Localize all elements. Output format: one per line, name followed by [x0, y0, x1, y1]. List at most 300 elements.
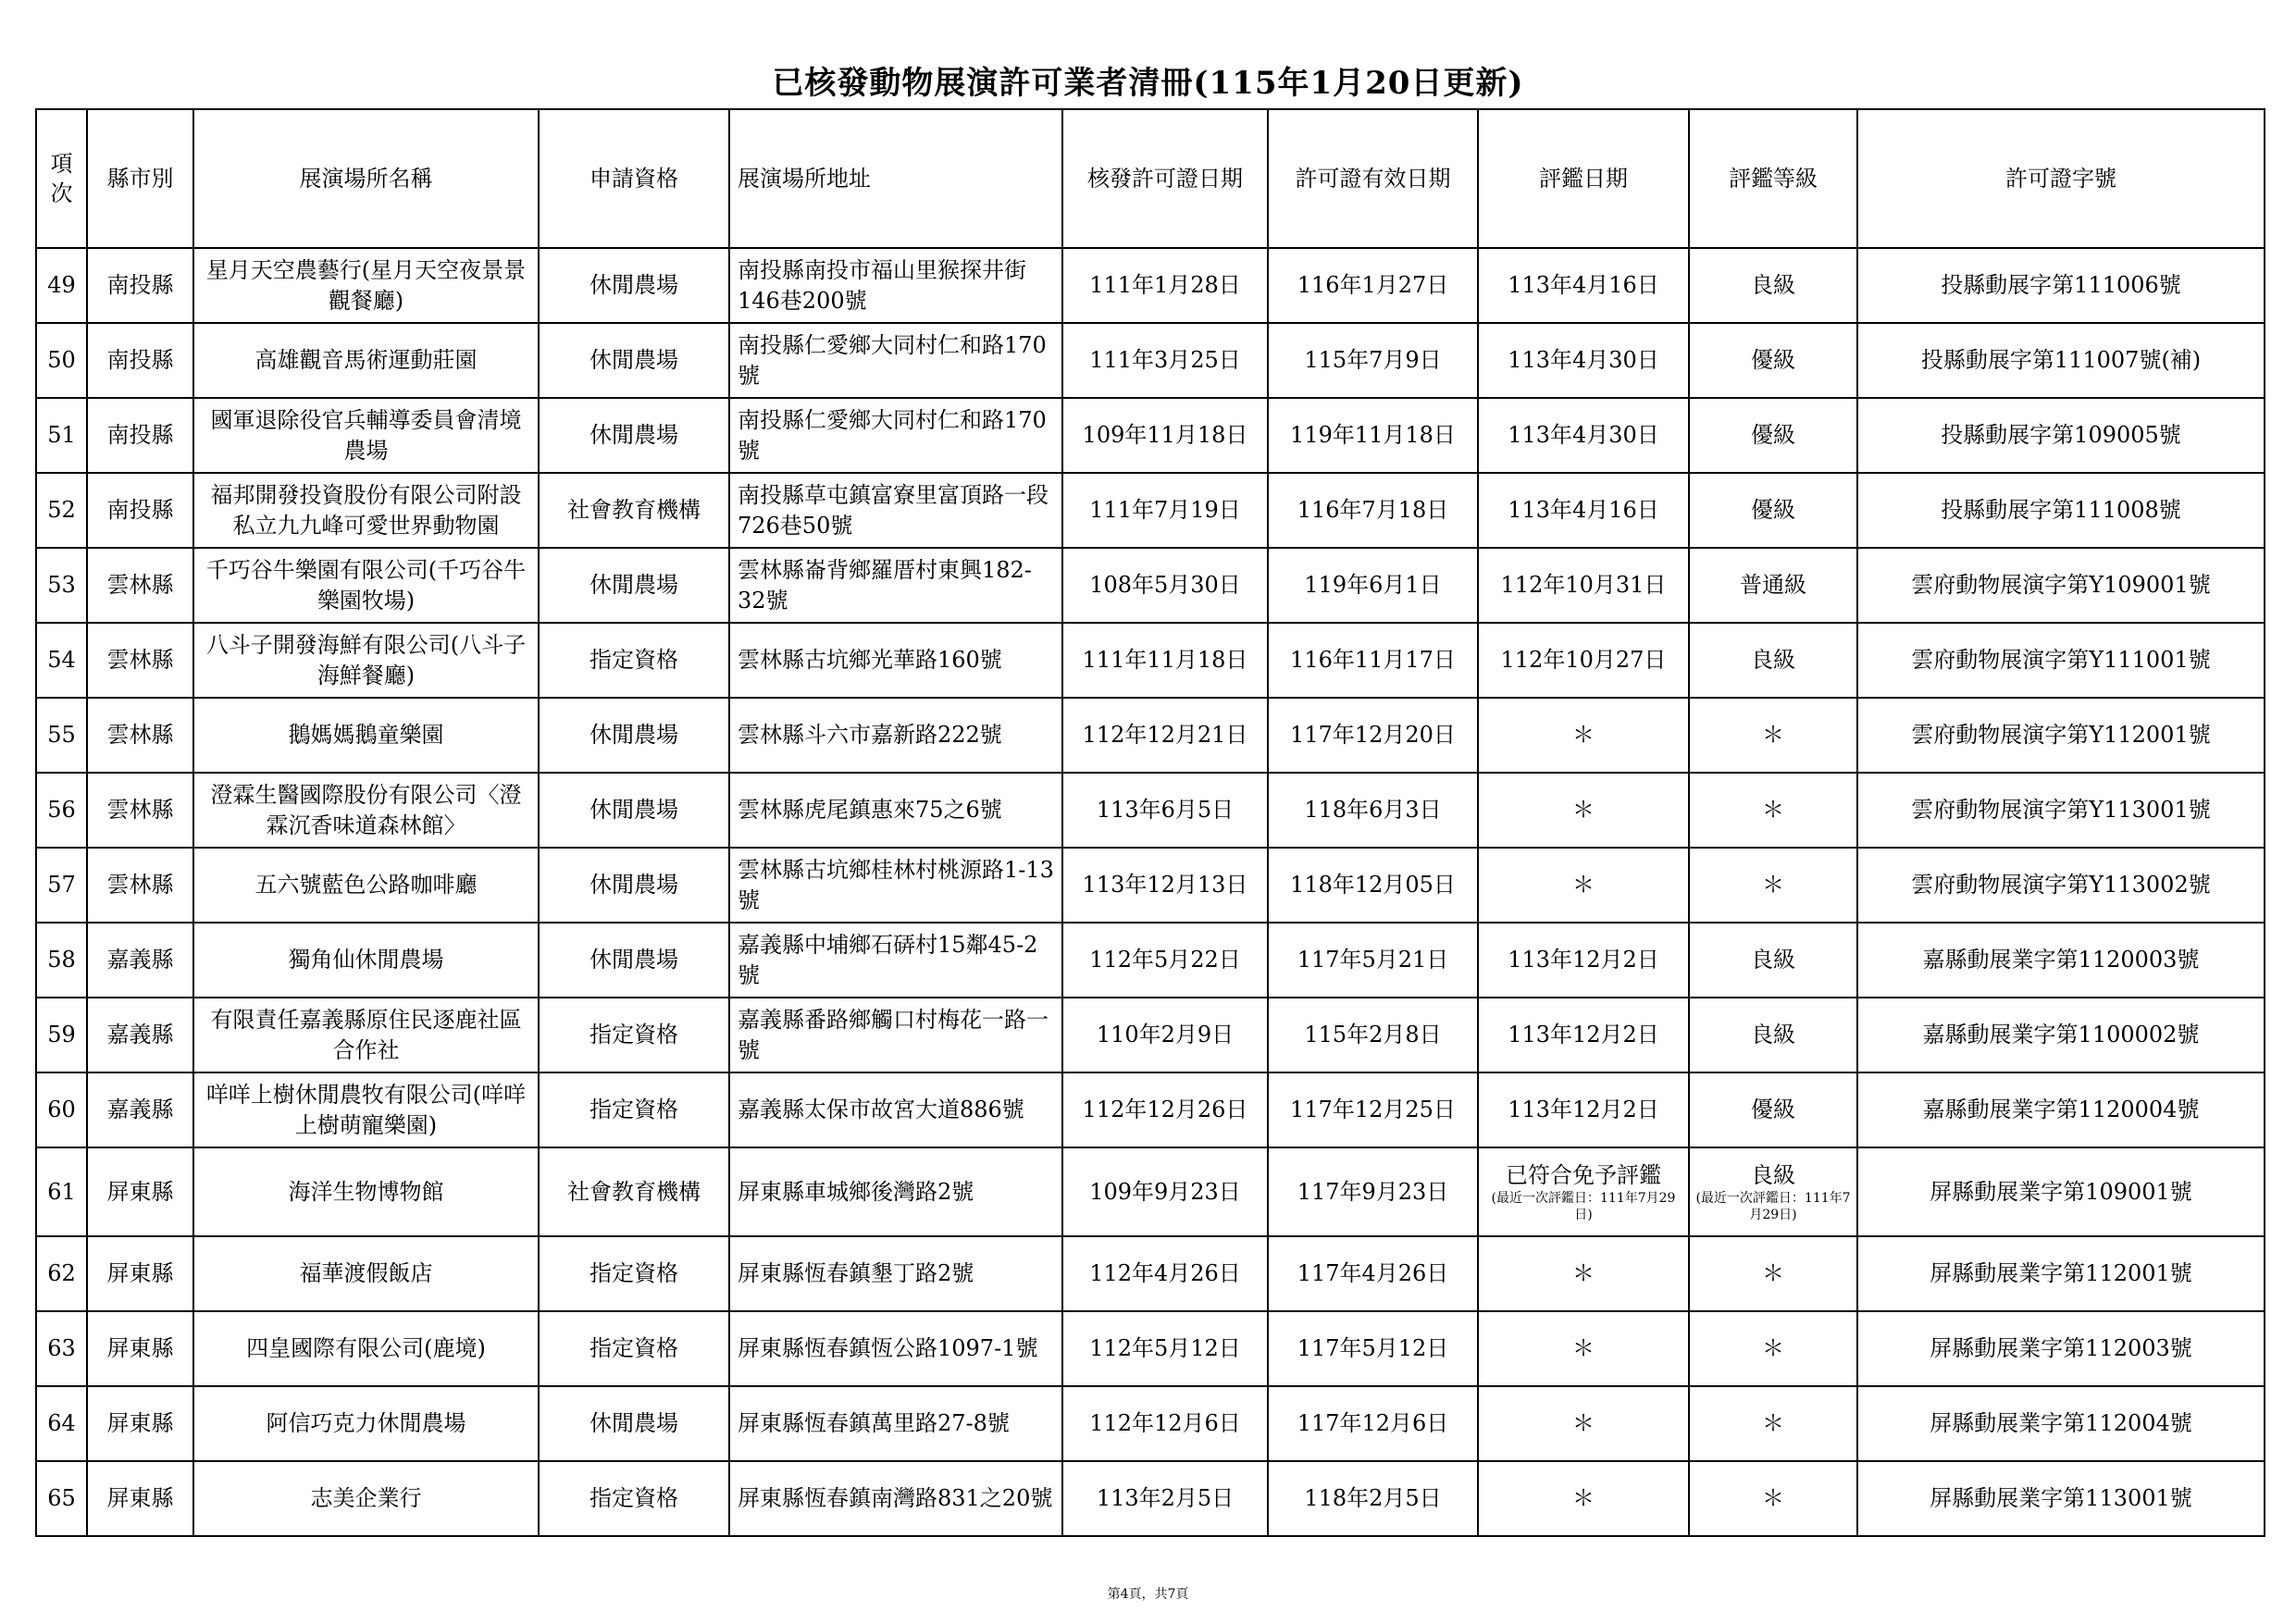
cell-no	[36, 1311, 87, 1386]
cell-permit-no-text: 雲府動物展演字第Y113001號	[1911, 797, 2211, 824]
cell-address	[729, 1236, 1062, 1311]
cell-eval-grade	[1689, 998, 1857, 1072]
cell-no	[36, 248, 87, 323]
cell-permit-no-text: 投縣動展字第109005號	[1941, 422, 2181, 449]
cell-county	[87, 323, 193, 398]
cell-qualification	[539, 1461, 729, 1536]
cell-county	[87, 998, 193, 1072]
cell-no-text: 52	[47, 497, 76, 524]
cell-no	[36, 548, 87, 623]
cell-address-text: 屏東縣恆春鎮恆公路1097-1號	[738, 1335, 1038, 1362]
cell-valid-date-text: 117年12月20日	[1290, 722, 1456, 749]
cell-eval-date	[1478, 1147, 1689, 1236]
cell-qualification-text: 休閒農場	[590, 572, 678, 599]
col-header-county: 縣市別	[87, 109, 193, 248]
cell-venue-name	[193, 1461, 539, 1536]
cell-permit-no	[1857, 1236, 2265, 1311]
cell-issue-date-text: 112年5月12日	[1089, 1335, 1241, 1362]
cell-valid-date-text: 118年12月05日	[1290, 872, 1456, 899]
cell-address-text: 雲林縣崙背鄉羅厝村東興182-32號	[738, 557, 1032, 614]
cell-venue-name	[193, 923, 539, 998]
cell-permit-no	[1857, 773, 2265, 848]
cell-eval-date	[1478, 623, 1689, 698]
cell-eval-grade	[1689, 773, 1857, 848]
cell-valid-date-text: 117年12月6日	[1297, 1410, 1449, 1437]
cell-address	[729, 1072, 1062, 1147]
col-header-valid-date: 許可證有效日期	[1268, 109, 1478, 248]
cell-qualification	[539, 398, 729, 473]
cell-no-text: 50	[47, 347, 76, 374]
cell-eval-grade	[1689, 248, 1857, 323]
col-header-issue-date: 核發許可證日期	[1062, 109, 1268, 248]
cell-permit-no	[1857, 1461, 2265, 1536]
cell-eval-date	[1478, 1461, 1689, 1536]
cell-county	[87, 1147, 193, 1236]
cell-permit-no	[1857, 698, 2265, 773]
cell-county	[87, 698, 193, 773]
cell-no-text: 49	[47, 272, 76, 299]
table-row	[36, 998, 2265, 1072]
cell-issue-date	[1062, 1311, 1268, 1386]
cell-qualification	[539, 773, 729, 848]
cell-venue-name-text: 澄霖生醫國際股份有限公司〈澄霖沉香味道森林館〉	[210, 782, 522, 838]
cell-issue-date	[1062, 848, 1268, 923]
cell-address-text: 嘉義縣中埔鄉石硦村15鄰45-2號	[738, 932, 1038, 988]
cell-qualification-text: 休閒農場	[590, 422, 678, 449]
cell-eval-date	[1478, 848, 1689, 923]
cell-county-text: 屏東縣	[106, 1410, 174, 1437]
cell-valid-date-text: 116年11月17日	[1290, 647, 1456, 674]
cell-permit-no	[1857, 848, 2265, 923]
cell-eval-date-text: ＊	[1572, 797, 1595, 824]
cell-venue-name-text: 八斗子開發海鮮有限公司(八斗子海鮮餐廳)	[205, 632, 527, 688]
cell-eval-grade	[1689, 1311, 1857, 1386]
cell-county	[87, 473, 193, 548]
cell-permit-no	[1857, 1311, 2265, 1386]
cell-address	[729, 248, 1062, 323]
cell-no	[36, 1072, 87, 1147]
cell-valid-date-text: 115年2月8日	[1304, 1022, 1442, 1048]
cell-no-text: 56	[47, 797, 76, 824]
cell-address	[729, 473, 1062, 548]
cell-venue-name-text: 鵝媽媽鵝童樂園	[288, 722, 444, 749]
cell-eval-date	[1478, 248, 1689, 323]
cell-venue-name-text: 獨角仙休閒農場	[288, 947, 444, 973]
cell-permit-no	[1857, 473, 2265, 548]
cell-issue-date	[1062, 1147, 1268, 1236]
cell-permit-no-text: 雲府動物展演字第Y113002號	[1911, 872, 2211, 899]
cell-county-text: 屏東縣	[106, 1335, 174, 1362]
cell-venue-name-text: 福邦開發投資股份有限公司附設私立九九峰可愛世界動物園	[210, 482, 522, 539]
cell-county-text: 雲林縣	[106, 572, 174, 599]
cell-county	[87, 773, 193, 848]
cell-venue-name	[193, 1072, 539, 1147]
cell-venue-name	[193, 548, 539, 623]
cell-issue-date-text: 112年12月26日	[1082, 1097, 1248, 1123]
cell-permit-no	[1857, 1072, 2265, 1147]
cell-eval-grade-text: 普通級	[1740, 572, 1806, 599]
col-header-no: 項次	[36, 109, 87, 248]
cell-valid-date	[1268, 248, 1478, 323]
cell-eval-grade-text: 優級	[1751, 422, 1795, 449]
cell-eval-date	[1478, 923, 1689, 998]
cell-venue-name-text: 高雄觀音馬術運動莊園	[254, 347, 478, 374]
cell-issue-date	[1062, 1072, 1268, 1147]
cell-no-text: 64	[47, 1410, 76, 1437]
cell-address-text: 雲林縣古坑鄉光華路160號	[738, 647, 1002, 674]
table-row	[36, 248, 2265, 323]
cell-qualification	[539, 923, 729, 998]
table-row	[36, 1461, 2265, 1536]
cell-qualification-text: 休閒農場	[590, 347, 678, 374]
cell-issue-date-text: 113年6月5日	[1096, 797, 1235, 824]
cell-county	[87, 1072, 193, 1147]
cell-venue-name-text: 千巧谷牛樂園有限公司(千巧谷牛樂園牧場)	[205, 557, 527, 614]
cell-no	[36, 623, 87, 698]
table-row	[36, 473, 2265, 548]
cell-county	[87, 1311, 193, 1386]
cell-no	[36, 923, 87, 998]
cell-eval-date-text: ＊	[1572, 872, 1595, 899]
cell-county	[87, 923, 193, 998]
cell-qualification-text: 社會教育機構	[567, 497, 701, 524]
cell-qualification-text: 休閒農場	[590, 872, 678, 899]
cell-valid-date	[1268, 473, 1478, 548]
cell-no-text: 54	[47, 647, 76, 674]
cell-issue-date	[1062, 1236, 1268, 1311]
table-row	[36, 548, 2265, 623]
cell-address	[729, 1311, 1062, 1386]
cell-county	[87, 548, 193, 623]
cell-county-text: 屏東縣	[106, 1260, 174, 1287]
cell-county	[87, 398, 193, 473]
cell-no-text: 58	[47, 947, 76, 973]
cell-eval-grade-text: 良級	[1751, 647, 1795, 674]
cell-valid-date-text: 119年6月1日	[1304, 572, 1442, 599]
document-title: 已核發動物展演許可業者清冊(115年1月20日更新)	[772, 65, 1524, 102]
cell-valid-date	[1268, 1147, 1478, 1236]
cell-eval-grade	[1689, 1147, 1857, 1236]
cell-valid-date-text: 117年9月23日	[1297, 1178, 1449, 1205]
col-header-permit-no: 許可證字號	[1857, 109, 2265, 248]
table-row	[36, 848, 2265, 923]
table-row	[36, 1072, 2265, 1147]
table-row	[36, 1311, 2265, 1386]
cell-venue-name	[193, 848, 539, 923]
cell-address	[729, 398, 1062, 473]
permit-table	[35, 108, 2265, 1537]
col-header-eval-date: 評鑑日期	[1478, 109, 1689, 248]
cell-address-text: 嘉義縣番路鄉觸口村梅花一路一號	[738, 1007, 1049, 1063]
cell-venue-name-text: 有限責任嘉義縣原住民逐鹿社區合作社	[210, 1007, 522, 1063]
cell-valid-date-text: 117年12月25日	[1290, 1097, 1456, 1123]
cell-issue-date-text: 112年5月22日	[1089, 947, 1241, 973]
cell-eval-date-text: 113年12月2日	[1508, 1097, 1659, 1123]
table-row	[36, 623, 2265, 698]
cell-issue-date	[1062, 998, 1268, 1072]
cell-issue-date	[1062, 398, 1268, 473]
cell-no	[36, 323, 87, 398]
cell-eval-date	[1478, 398, 1689, 473]
cell-eval-grade	[1689, 1236, 1857, 1311]
cell-county	[87, 1461, 193, 1536]
cell-venue-name	[193, 698, 539, 773]
cell-eval-grade	[1689, 923, 1857, 998]
cell-valid-date-text: 115年7月9日	[1304, 347, 1442, 374]
cell-eval-date	[1478, 773, 1689, 848]
cell-eval-grade	[1689, 623, 1857, 698]
cell-qualification	[539, 698, 729, 773]
cell-address	[729, 548, 1062, 623]
cell-eval-date	[1478, 1386, 1689, 1461]
page-number: 第4頁，共7頁	[1107, 1587, 1189, 1602]
cell-issue-date-text: 112年4月26日	[1089, 1260, 1241, 1287]
cell-county-text: 雲林縣	[106, 797, 174, 824]
cell-permit-no-text: 嘉縣動展業字第1100002號	[1922, 1022, 2200, 1048]
cell-permit-no	[1857, 548, 2265, 623]
cell-issue-date-text: 108年5月30日	[1089, 572, 1241, 599]
cell-valid-date	[1268, 1072, 1478, 1147]
cell-issue-date	[1062, 1386, 1268, 1461]
cell-qualification-text: 指定資格	[590, 1022, 678, 1048]
cell-issue-date	[1062, 698, 1268, 773]
cell-address-text: 嘉義縣太保市故宮大道886號	[738, 1097, 1024, 1123]
cell-permit-no	[1857, 923, 2265, 998]
cell-no	[36, 1461, 87, 1536]
cell-eval-grade-text: 良級	[1751, 947, 1795, 973]
cell-qualification	[539, 848, 729, 923]
cell-no-text: 63	[47, 1335, 76, 1362]
cell-issue-date-text: 111年3月25日	[1089, 347, 1241, 374]
cell-county-text: 嘉義縣	[106, 1022, 174, 1048]
cell-address-text: 雲林縣斗六市嘉新路222號	[738, 722, 1002, 749]
cell-no-text: 61	[47, 1178, 76, 1205]
cell-eval-date-text: 已符合免予評鑑	[1506, 1161, 1661, 1188]
cell-venue-name-text: 福華渡假飯店	[299, 1260, 433, 1287]
cell-address	[729, 1386, 1062, 1461]
cell-address-text: 南投縣南投市福山里猴探井街146巷200號	[738, 257, 1026, 314]
cell-valid-date	[1268, 398, 1478, 473]
cell-issue-date	[1062, 623, 1268, 698]
cell-address	[729, 1147, 1062, 1236]
cell-address-text: 屏東縣恆春鎮萬里路27-8號	[738, 1410, 1010, 1437]
cell-valid-date-text: 117年5月12日	[1297, 1335, 1449, 1362]
cell-address-text: 屏東縣車城鄉後灣路2號	[738, 1178, 974, 1205]
cell-valid-date	[1268, 1236, 1478, 1311]
cell-qualification-text: 指定資格	[590, 1260, 678, 1287]
cell-eval-grade-text: 優級	[1751, 347, 1795, 374]
cell-no	[36, 1386, 87, 1461]
cell-issue-date-text: 112年12月6日	[1089, 1410, 1241, 1437]
table-row	[36, 923, 2265, 998]
cell-eval-date	[1478, 473, 1689, 548]
cell-county-text: 南投縣	[106, 272, 174, 299]
cell-issue-date	[1062, 323, 1268, 398]
table-row	[36, 773, 2265, 848]
cell-no-text: 51	[47, 422, 76, 449]
cell-venue-name	[193, 1236, 539, 1311]
col-header-qualification: 申請資格	[539, 109, 729, 248]
cell-permit-no-text: 嘉縣動展業字第1120004號	[1922, 1097, 2200, 1123]
cell-issue-date-text: 109年11月18日	[1082, 422, 1248, 449]
cell-valid-date	[1268, 623, 1478, 698]
cell-issue-date-text: 113年12月13日	[1082, 872, 1248, 899]
cell-valid-date	[1268, 848, 1478, 923]
cell-eval-grade-text: 優級	[1751, 1097, 1795, 1123]
col-header-venue-name: 展演場所名稱	[193, 109, 539, 248]
cell-address	[729, 848, 1062, 923]
cell-eval-date	[1478, 323, 1689, 398]
cell-venue-name	[193, 773, 539, 848]
cell-eval-date	[1478, 1072, 1689, 1147]
cell-eval-grade-text: ＊	[1762, 1410, 1784, 1437]
cell-county	[87, 248, 193, 323]
cell-qualification-text: 休閒農場	[590, 947, 678, 973]
cell-no-text: 65	[47, 1485, 76, 1512]
cell-eval-date-text: ＊	[1572, 1260, 1595, 1287]
cell-address	[729, 773, 1062, 848]
cell-permit-no-text: 屏縣動展業字第109001號	[1930, 1178, 2192, 1205]
cell-qualification	[539, 323, 729, 398]
cell-address	[729, 1461, 1062, 1536]
cell-issue-date-text: 112年12月21日	[1082, 722, 1248, 749]
cell-permit-no-text: 投縣動展字第111006號	[1941, 272, 2181, 299]
cell-eval-date	[1478, 698, 1689, 773]
cell-no	[36, 473, 87, 548]
cell-address-text: 屏東縣恆春鎮南灣路831之20號	[738, 1485, 1053, 1512]
cell-address	[729, 923, 1062, 998]
cell-permit-no	[1857, 323, 2265, 398]
cell-eval-grade	[1689, 698, 1857, 773]
cell-venue-name	[193, 1147, 539, 1236]
cell-permit-no-text: 雲府動物展演字第Y109001號	[1911, 572, 2211, 599]
cell-eval-grade-text: 良級	[1751, 1022, 1795, 1048]
cell-valid-date	[1268, 998, 1478, 1072]
cell-county	[87, 1386, 193, 1461]
cell-valid-date-text: 116年7月18日	[1297, 497, 1449, 524]
cell-issue-date	[1062, 923, 1268, 998]
table-row	[36, 1147, 2265, 1236]
cell-qualification	[539, 1072, 729, 1147]
cell-eval-date	[1478, 998, 1689, 1072]
cell-permit-no	[1857, 998, 2265, 1072]
cell-qualification-text: 社會教育機構	[567, 1178, 701, 1205]
cell-qualification-text: 指定資格	[590, 647, 678, 674]
cell-valid-date-text: 117年5月21日	[1297, 947, 1449, 973]
cell-eval-date-text: 113年4月16日	[1508, 272, 1659, 299]
header-row	[36, 109, 2265, 248]
cell-valid-date	[1268, 1461, 1478, 1536]
cell-eval-date	[1478, 1311, 1689, 1386]
cell-qualification	[539, 1147, 729, 1236]
cell-eval-grade-text: ＊	[1762, 1260, 1784, 1287]
cell-eval-date-text: ＊	[1572, 1410, 1595, 1437]
cell-county-text: 雲林縣	[106, 872, 174, 899]
cell-eval-date-text: ＊	[1572, 1485, 1595, 1512]
cell-permit-no-text: 投縣動展字第111008號	[1941, 497, 2181, 524]
cell-eval-grade-text: ＊	[1762, 1335, 1784, 1362]
cell-qualification	[539, 473, 729, 548]
cell-address-text: 屏東縣恆春鎮墾丁路2號	[738, 1260, 974, 1287]
cell-qualification-text: 指定資格	[590, 1097, 678, 1123]
cell-eval-grade-text: ＊	[1762, 722, 1784, 749]
cell-eval-grade-text: 優級	[1751, 497, 1795, 524]
cell-qualification-text: 休閒農場	[590, 722, 678, 749]
cell-venue-name	[193, 998, 539, 1072]
cell-address	[729, 998, 1062, 1072]
cell-eval-grade-note: (最近一次評鑑日：111年7月29日)	[1695, 1191, 1851, 1223]
cell-qualification	[539, 623, 729, 698]
cell-issue-date	[1062, 1461, 1268, 1536]
cell-eval-grade	[1689, 848, 1857, 923]
cell-valid-date	[1268, 923, 1478, 998]
cell-county-text: 南投縣	[106, 497, 174, 524]
col-header-address: 展演場所地址	[729, 109, 1062, 248]
cell-eval-grade	[1689, 548, 1857, 623]
cell-eval-grade	[1689, 323, 1857, 398]
cell-county	[87, 623, 193, 698]
cell-venue-name	[193, 248, 539, 323]
cell-county-text: 南投縣	[106, 347, 174, 374]
cell-permit-no-text: 屏縣動展業字第112003號	[1930, 1335, 2192, 1362]
cell-address-text: 雲林縣虎尾鎮惠來75之6號	[738, 797, 1002, 824]
cell-permit-no-text: 嘉縣動展業字第1120003號	[1922, 947, 2200, 973]
cell-qualification	[539, 548, 729, 623]
cell-venue-name	[193, 1311, 539, 1386]
cell-eval-grade	[1689, 1461, 1857, 1536]
cell-valid-date-text: 117年4月26日	[1297, 1260, 1449, 1287]
cell-venue-name-text: 國軍退除役官兵輔導委員會清境農場	[210, 407, 522, 464]
cell-address	[729, 623, 1062, 698]
cell-venue-name-text: 五六號藍色公路咖啡廳	[254, 872, 478, 899]
cell-county	[87, 1236, 193, 1311]
cell-qualification-text: 指定資格	[590, 1335, 678, 1362]
cell-eval-grade-text: 良級	[1751, 272, 1795, 299]
cell-valid-date	[1268, 548, 1478, 623]
cell-permit-no	[1857, 623, 2265, 698]
cell-eval-grade	[1689, 473, 1857, 548]
cell-no-text: 59	[47, 1022, 76, 1048]
cell-issue-date	[1062, 248, 1268, 323]
cell-qualification	[539, 248, 729, 323]
cell-valid-date	[1268, 698, 1478, 773]
cell-issue-date-text: 111年7月19日	[1089, 497, 1241, 524]
cell-valid-date-text: 118年6月3日	[1304, 797, 1442, 824]
table-row	[36, 398, 2265, 473]
cell-qualification	[539, 1311, 729, 1386]
cell-address	[729, 698, 1062, 773]
cell-eval-date-text: 113年4月30日	[1508, 347, 1659, 374]
cell-county-text: 雲林縣	[106, 722, 174, 749]
cell-venue-name-text: 海洋生物博物館	[288, 1178, 444, 1205]
cell-venue-name-text: 星月天空農藝行(星月天空夜景景觀餐廳)	[205, 257, 527, 314]
cell-permit-no	[1857, 398, 2265, 473]
cell-valid-date	[1268, 323, 1478, 398]
cell-permit-no-text: 雲府動物展演字第Y112001號	[1911, 722, 2211, 749]
table-row	[36, 1386, 2265, 1461]
cell-no	[36, 398, 87, 473]
cell-venue-name-text: 阿信巧克力休閒農場	[266, 1410, 466, 1437]
cell-no	[36, 773, 87, 848]
cell-permit-no-text: 屏縣動展業字第113001號	[1930, 1485, 2192, 1512]
cell-eval-date	[1478, 1236, 1689, 1311]
cell-issue-date	[1062, 773, 1268, 848]
cell-qualification-text: 指定資格	[590, 1485, 678, 1512]
col-header-eval-grade: 評鑑等級	[1689, 109, 1857, 248]
cell-address-text: 雲林縣古坑鄉桂林村桃源路1-13號	[738, 857, 1054, 913]
cell-county-text: 南投縣	[106, 422, 174, 449]
cell-no-text: 53	[47, 572, 76, 599]
